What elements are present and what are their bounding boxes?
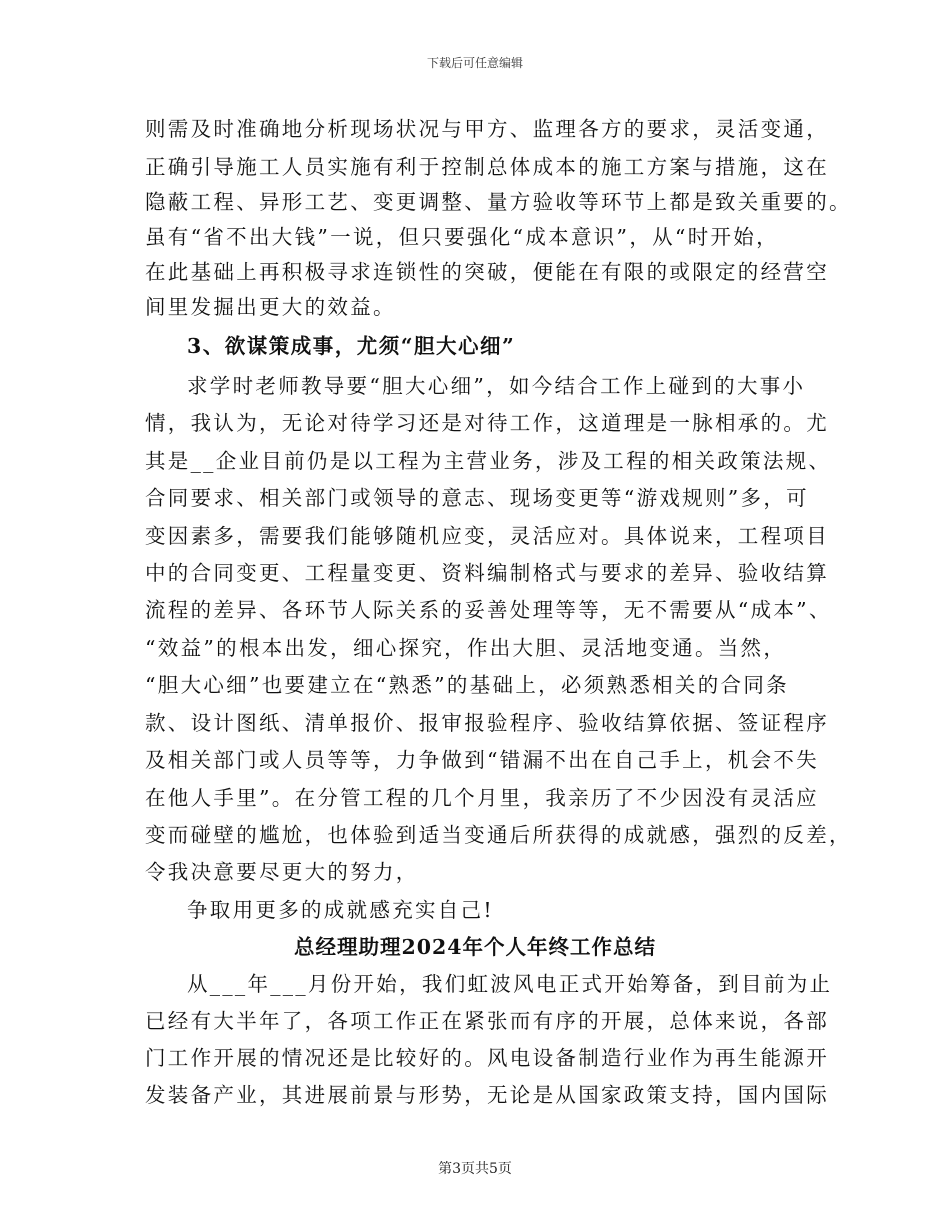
paragraph-line: 变因素多，需要我们能够随机应变，灵活应对。具体说来，工程项目 — [145, 524, 829, 548]
paragraph-line: 中的合同变更、工程量变更、资料编制格式与要求的差异、验收结算 — [145, 561, 829, 585]
paragraph-line: 及相关部门或人员等等，力争做到“错漏不出在自己手上，机会不失 — [145, 748, 819, 772]
page-footer: 第3页共5页 — [438, 1161, 512, 1177]
section-heading: 3、欲谋策成事，尤须“胆大心细” — [187, 334, 516, 358]
paragraph-line: 门工作开展的情况还是比较好的。风电设备制造行业作为再生能源开 — [145, 1046, 829, 1070]
paragraph-line: 其是__企业目前仍是以工程为主营业务，涉及工程的相关政策法规、 — [145, 449, 832, 473]
paragraph-line: 已经有大半年了，各项工作正在紧张而有序的开展，总体来说，各部 — [145, 1009, 829, 1033]
paragraph-line: 发装备产业，其进展前景与形势，无论是从国家政策支持，国内国际 — [145, 1083, 829, 1107]
paragraph-line: 在他人手里”。在分管工程的几个月里，我亲历了不少因没有灵活应 — [145, 786, 819, 810]
paragraph-line: 令我决意要尽更大的努力， — [145, 860, 419, 884]
paragraph-line: 则需及时准确地分析现场状况与甲方、监理各方的要求，灵活变通， — [145, 117, 829, 141]
paragraph-line: “效益”的根本出发，细心探究，作出大胆、灵活地变通。当然， — [145, 636, 787, 660]
paragraph-line: 虽有“省不出大钱”一说，但只要强化“成本意识”，从“时开始， — [145, 225, 779, 249]
paragraph-line: 求学时老师教导要“胆大心细”，如今结合工作上碰到的大事小 — [187, 374, 806, 398]
paragraph-line: 从___年___月份开始，我们虹波风电正式开始筹备，到目前为止 — [187, 972, 833, 996]
paragraph-line: 争取用更多的成就感充实自己! — [187, 898, 494, 922]
paragraph-line: “胆大心细”也要建立在“熟悉”的基础上，必须熟悉相关的合同条 — [145, 673, 789, 697]
page-header: 下载后可任意编辑 — [426, 56, 523, 70]
paragraph-line: 正确引导施工人员实施有利于控制总体成本的施工方案与措施，这在 — [145, 155, 829, 179]
document-title: 总经理助理2024年个人年终工作总结 — [293, 935, 657, 959]
paragraph-line: 合同要求、相关部门或领导的意志、现场变更等“游戏规则”多，可 — [145, 486, 809, 510]
paragraph-line: 款、设计图纸、清单报价、报审报验程序、验收结算依据、签证程序 — [145, 711, 829, 735]
paragraph-line: 情，我认为，无论对待学习还是对待工作，这道理是一脉相承的。尤 — [145, 411, 829, 435]
paragraph-line: 隐蔽工程、异形工艺、变更调整、量方验收等环节上都是致关重要的。 — [145, 190, 852, 214]
paragraph-line: 流程的差异、各环节人际关系的妥善处理等等，无不需要从“成本”、 — [145, 598, 832, 622]
paragraph-line: 在此基础上再积极寻求连锁性的突破，便能在有限的或限定的经营空 — [145, 260, 829, 284]
paragraph-line: 变而碰壁的尴尬，也体验到适当变通后所获得的成就感，强烈的反差， — [145, 823, 852, 847]
paragraph-line: 间里发掘出更大的效益。 — [145, 295, 396, 319]
